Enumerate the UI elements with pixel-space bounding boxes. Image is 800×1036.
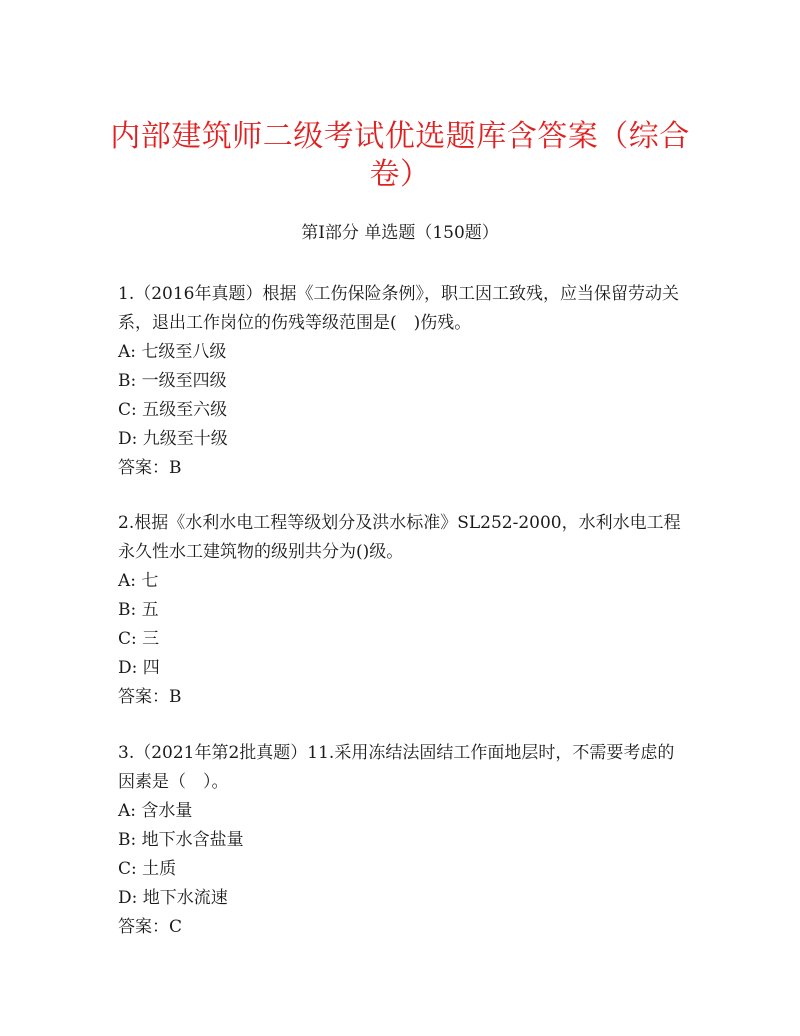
section-heading: 第I部分 单选题（150题） [301,223,499,243]
question-stem: 1.（2016年真题）根据《工伤保险条例》，职工因工致残，应当保留劳动关系，退出工作岗位的伤残等级范围是( )伤残。 [118,284,679,333]
question-stem: 3.（2021年第2批真题）11.采用冻结法固结工作面地层时，不需要考虑的因素是（ ）。 [118,743,675,792]
answer-line: 答案：B [118,687,182,707]
question-block [118,280,688,483]
option-c: C: 五级至六级 [118,400,228,420]
option-d: D: 九级至十级 [118,429,228,449]
option-d: D: 四 [118,658,160,678]
option-d: D: 地下水流速 [118,888,228,908]
question-stem: 2.根据《水利水电工程等级划分及洪水标准》SL252-2000，水利水电工程永久性水工建筑物的级别共分为()级。 [118,513,681,562]
option-a: A: 七 [118,571,159,591]
option-b: B: 地下水含盐量 [118,830,244,850]
question-block [118,739,688,942]
option-b: B: 一级至四级 [118,371,227,391]
answer-line: 答案：C [118,917,183,937]
document-title: 内部建筑师二级考试优选题库含答案（综合卷） [110,119,690,192]
question-block [118,509,688,712]
option-a: A: 含水量 [118,801,193,821]
answer-line: 答案：B [118,458,182,478]
option-c: C: 土质 [118,859,177,879]
option-c: C: 三 [118,629,160,649]
option-b: B: 五 [118,600,159,620]
option-a: A: 七级至八级 [118,342,227,362]
